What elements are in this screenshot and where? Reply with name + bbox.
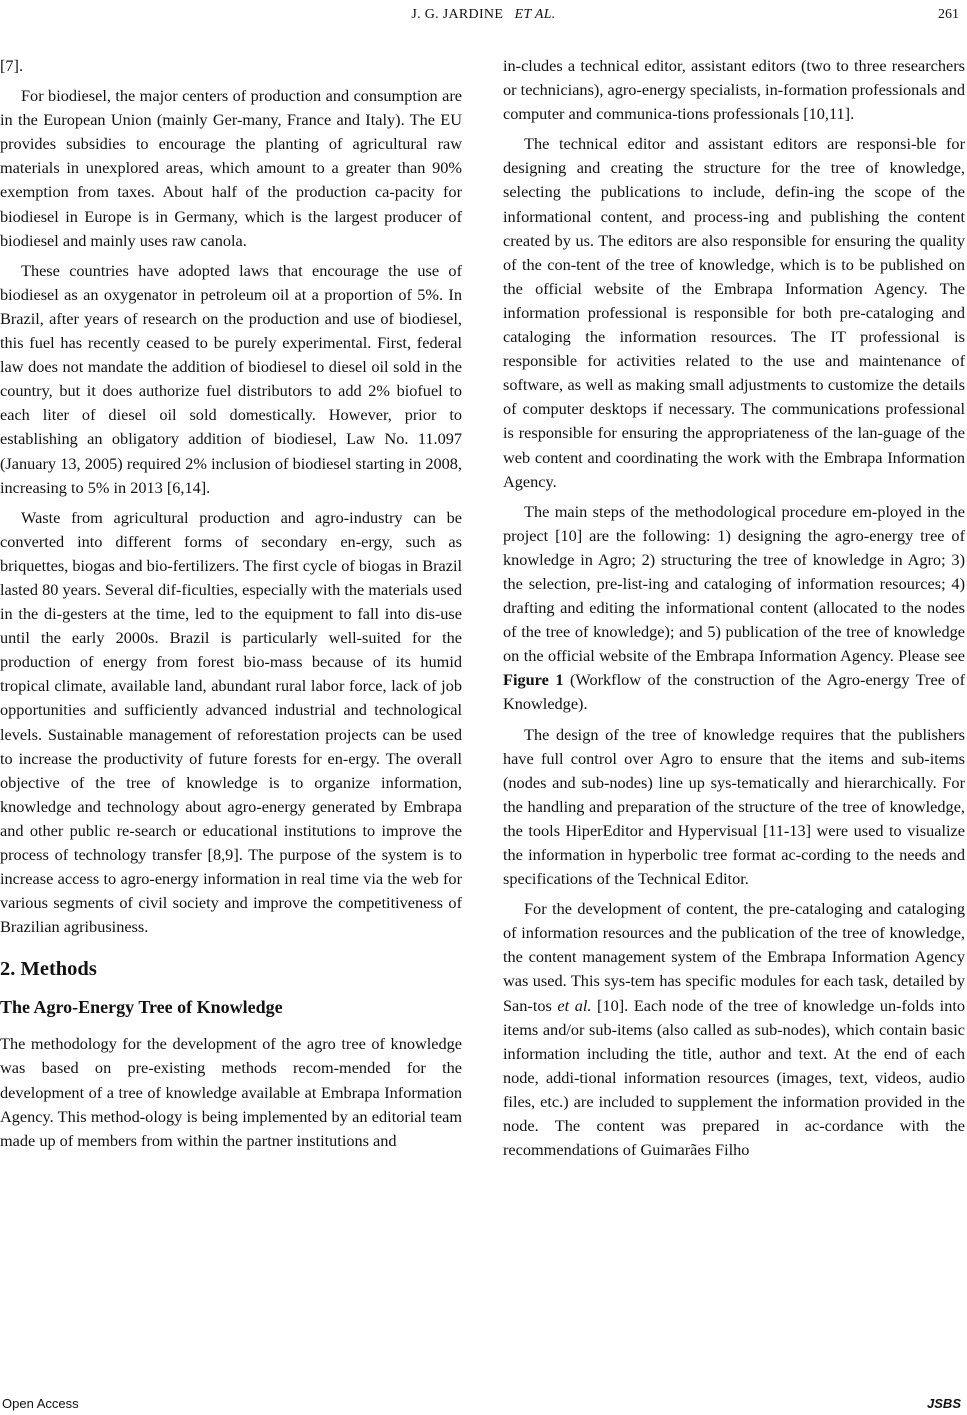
text-run: The main steps of the methodological procedure em-ployed in the project [10] are the following: 1) designing the agro-energy tree of knowledge in Agro; 2) structuring the tree of knowledge in Agro; 3) the selection, pre-list-ing and cataloging of information resources; 4) drafting and editing the informational content (allocated to the nodes of the tree of knowledge); and 5) publication of the tree of knowledge on the official website of the Embrapa Information Agency. Please see xyxy=(503,501,965,666)
right-column xyxy=(503,54,965,1168)
paragraph: [7]. xyxy=(0,56,24,75)
et-al-citation: et al. xyxy=(557,995,592,1015)
figure-reference: Figure 1 xyxy=(503,670,564,690)
subsection-heading: The Agro-Energy Tree of Knowledge xyxy=(0,997,283,1018)
running-head-authors xyxy=(0,5,967,25)
paragraph: in-cludes a technical editor, assistant editors (two to three researchers or technicians), agro-energy specialists, in-formation professionals and computer and communica-tions professionals [10,11]. xyxy=(503,56,965,124)
journal-label: JSBS xyxy=(927,1396,961,1411)
text-run: (Workflow of the construction of the Agro-energy Tree of Knowledge). xyxy=(503,670,965,714)
left-column xyxy=(0,54,462,1159)
running-head xyxy=(0,5,967,25)
author-names: J. G. JARDINE xyxy=(411,7,504,22)
paragraph: Waste from agricultural production and agro-industry can be converted into different forms of secondary en-ergy, such as briquettes, biogas and bio-fertilizers. The first cycle of biogas in Brazil lasted 80 years. Several dif-ficulties, especially with the materials used in the di-gesters at the time, led to the equipment to fall into dis-use until the early 2000s. Brazil is particularly well-suited for the production of energy from forest bio-mass because of its humid tropical climate, available land, abundant rural labor force, lack of job opportunities and sufficiently advanced industrial and technological levels. Sustainable management of reforestation projects can be used to increase the productivity of future forests for en-ergy. The overall objective of the tree of knowledge is to organize information, knowledge and technology about agro-energy generated by Embrapa and other public re-search or educational institutions to improve the process of technology transfer [8,9]. The purpose of the system is to increase access to agro-energy information in real time via the web for various segments of civil society and improve the competitiveness of Brazilian agribusiness. xyxy=(0,507,462,937)
paragraph xyxy=(503,897,965,1162)
paragraph: The technical editor and assistant editors are responsi-ble for designing and creating the structure for the tree of knowledge, selecting the publications to include, defin-ing the scope of the informational content, and process-ing and publishing the content created by us. The editors are also responsible for ensuring the quality of the con-tent of the tree of knowledge, which is to be published on the official website of the Embrapa Information Agency. The information professional is responsible for both pre-cataloging and cataloging the information resources. The IT professional is responsible for activities related to the use and maintenance of software, as well as making small adjustments to customize the details of computer desktops if necessary. The communications professional is responsible for ensuring the appropriateness of the lan-guage of the web content and coordinating the work with the Embrapa Information Agency. xyxy=(503,134,965,491)
page-number: 261 xyxy=(938,7,959,22)
section-heading: 2. Methods xyxy=(0,958,97,981)
text-run: [10]. Each node of the tree of knowledge un-folds into items and/or sub-items (also called as sub-nodes), which contain basic information including the title, author and text. At the end of each node, addi-tional information resources (images, text, videos, audio files, etc.) are included to supplement the information provided in the node. The content was prepared in ac-cordance with the recommendations of Guimarães Filho xyxy=(503,995,966,1160)
text-run: For the development of content, the pre-cataloging and cataloging of information resources and the publication of the tree of knowledge, the content management system of the Embrapa Information Agency was used. This sys-tem has specific modules for each task, detailed by San-tos xyxy=(503,899,965,1015)
paragraph: For biodiesel, the major centers of production and consumption are in the European Union (mainly Ger-many, France and Italy). The EU provides subsidies to encourage the planting of agricultural raw materials in unexplored areas, which amount to a greater than 90% exemption from taxes. About half of the production ca-pacity for biodiesel in Europe is in Germany, which is the largest producer of biodiesel and mainly uses raw canola. xyxy=(0,86,462,250)
et-al: ET AL. xyxy=(514,7,556,22)
paragraph xyxy=(503,500,965,717)
open-access-label: Open Access xyxy=(2,1396,79,1411)
paragraph: The design of the tree of knowledge requires that the publishers have full control over Agro to ensure that the items and sub-items (nodes and sub-nodes) line up sys-tematically and hierarchically. For the handling and preparation of the structure of the tree of knowledge, the tools HiperEditor and Hypervisual [11-13] were used to visualize the information in hyperbolic tree format ac-cording to the needs and specifications of the Technical Editor. xyxy=(503,724,965,889)
page-footer xyxy=(0,1394,967,1414)
paragraph: The methodology for the development of the agro tree of knowledge was based on pre-existing methods recom-mended for the development of a tree of knowledge available at Embrapa Information Agency. This method-ology is being implemented by an editorial team made up of members from within the partner institutions and xyxy=(0,1034,462,1150)
paragraph: These countries have adopted laws that encourage the use of biodiesel as an oxygenator in petroleum oil at a proportion of 5%. In Brazil, after years of research on the production and use of biodiesel, this fuel has recently ceased to be purely experimental. First, federal law does not mandate the addition of biodiesel to diesel oil sold in the country, but it does authorize fuel distributors to add 2% biofuel to each liter of diesel oil sold domestically. However, prior to establishing an obligatory addition of biodiesel, Law No. 11.097 (January 13, 2005) required 2% inclusion of biodiesel starting in 2008, increasing to 5% in 2013 [6,14]. xyxy=(0,260,462,497)
